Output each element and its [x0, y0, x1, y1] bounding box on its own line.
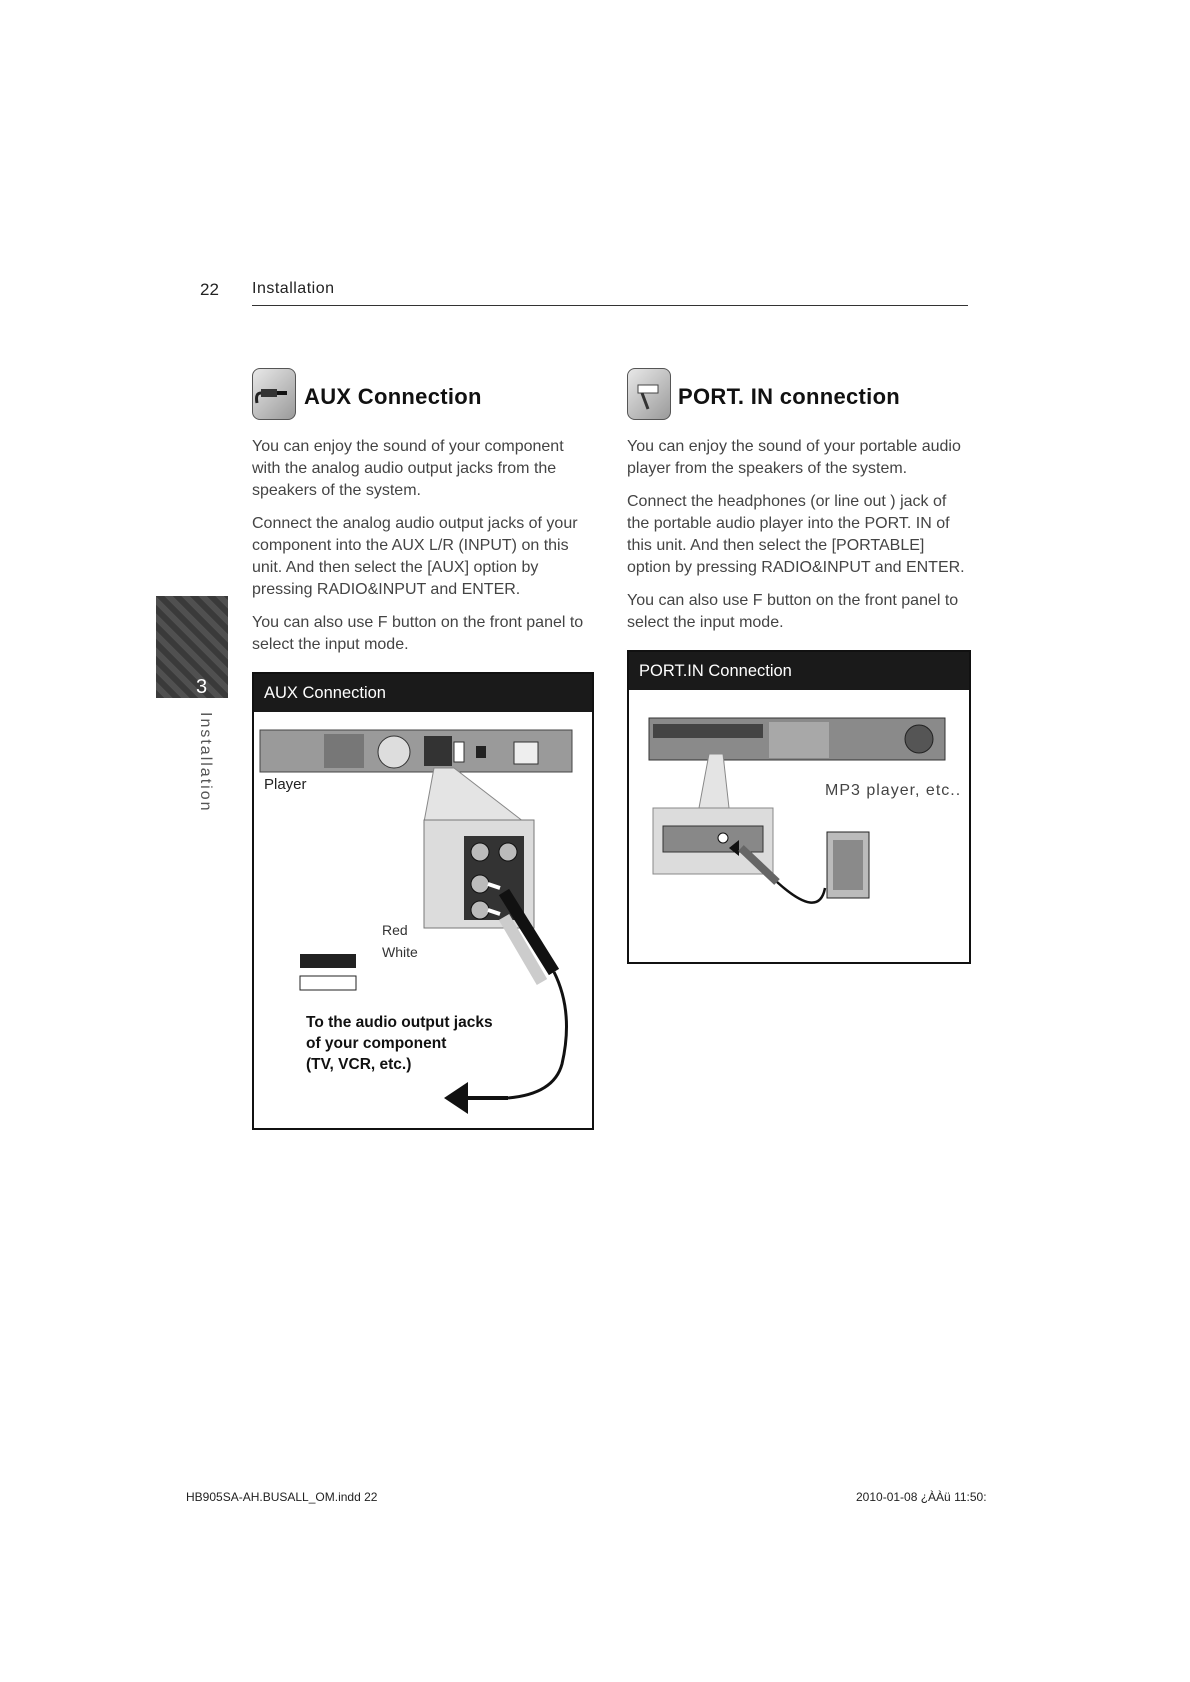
- aux-figure-header: AUX Connection: [254, 674, 592, 712]
- port-connection-diagram: [629, 690, 969, 962]
- volume-knob: [905, 725, 933, 753]
- page-number: 22: [200, 280, 219, 299]
- aux-figure: [252, 672, 594, 1130]
- zoom-callout: [424, 768, 524, 822]
- aux-caption: [306, 1012, 493, 1075]
- player-jack-block: [424, 736, 452, 766]
- disc-tray: [653, 724, 763, 738]
- chapter-tab: [156, 596, 228, 698]
- port-paragraph: You can enjoy the sound of your portable audio player from the speakers of the system.: [627, 438, 961, 477]
- cable-plug-icon: [252, 368, 296, 420]
- caption-line: (TV, VCR, etc.): [306, 1056, 412, 1073]
- red-label: Red: [382, 922, 408, 938]
- mp3-label: MP3 player, etc..: [825, 782, 962, 799]
- chapter-label: Installation: [197, 712, 214, 813]
- port-title: PORT. IN connection: [678, 384, 901, 409]
- player-label: Player: [264, 776, 307, 793]
- port-cable: [777, 882, 825, 903]
- port-paragraph: You can also use F button on the front panel to select the input mode.: [627, 592, 959, 631]
- arrow-icon: [444, 1082, 468, 1114]
- aux-paragraph: You can enjoy the sound of your component with the analog audio output jacks from the speakers of the system.: [252, 438, 564, 499]
- caption-line: of your component: [306, 1035, 447, 1052]
- red-plug-legend: [300, 954, 356, 968]
- header-rule: [252, 305, 968, 306]
- footer-timestamp: 2010-01-08 ¿ÀÀü 11:50:: [856, 1490, 987, 1504]
- aux-title: AUX Connection: [304, 384, 482, 409]
- port-figure: [627, 650, 971, 964]
- player-display: [769, 722, 829, 758]
- player-vent: [324, 734, 364, 768]
- aux-paragraph: Connect the analog audio output jacks of your component into the AUX L/R (INPUT) on this unit. And then select the [AUX] option by pressing RADIO&INPUT and ENTER.: [252, 515, 578, 598]
- port-paragraph: Connect the headphones (or line out ) jack of the portable audio player into the PORT. IN of this unit. And then select the [PORTABLE] option by pressing RADIO&INPUT and ENTER.: [627, 493, 965, 576]
- chapter-number: 3: [196, 676, 208, 698]
- white-plug-legend: [300, 976, 356, 990]
- port-in-jack: [663, 826, 763, 852]
- section-title: Installation: [252, 280, 335, 297]
- zoom-callout: [699, 754, 729, 808]
- player-fan: [378, 736, 410, 768]
- port-figure-header: PORT.IN Connection: [629, 652, 969, 690]
- audio-cable: [508, 972, 567, 1098]
- port-body: [627, 436, 972, 645]
- portable-player-icon: [627, 368, 671, 420]
- aux-paragraph: You can also use F button on the front panel to select the input mode.: [252, 614, 584, 653]
- footer-file: HB905SA-AH.BUSALL_OM.indd 22: [186, 1490, 378, 1504]
- caption-line: To the audio output jacks: [306, 1014, 493, 1031]
- white-label: White: [382, 944, 418, 960]
- aux-body: [252, 436, 592, 667]
